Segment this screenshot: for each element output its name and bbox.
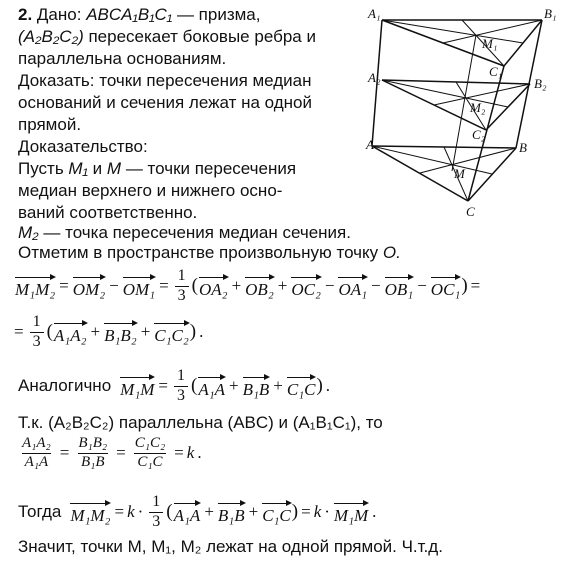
problem-line-5: оснований и сечения лежат на одной: [18, 93, 312, 112]
vector-M1M: M₁M: [333, 500, 369, 524]
ratio-k: k: [186, 443, 195, 463]
label-B1: B₁: [544, 6, 557, 21]
label-A2: A₂: [368, 70, 381, 85]
problem-line-8: [18, 160, 296, 177]
conclusion: Значит, точки M, M₁, M₂ лежат на одной прямой. Ч.т.д.: [18, 537, 443, 556]
vector-A1A2: A₁A₂: [53, 320, 88, 344]
vector-B1B2: B₁B₂: [103, 320, 138, 344]
section-name: (A₂B₂C₂): [18, 27, 84, 46]
vector-OB1: OB₁: [384, 274, 415, 298]
vector-A1A: A₁A: [173, 500, 202, 524]
problem-line-6: прямой.: [18, 115, 82, 134]
fraction-one-third: $\frac{1}{3}$: [149, 494, 163, 531]
ratio-b: $\frac{\text{B₁B₂}}{\text{B₁B}}$: [78, 435, 108, 470]
equation-3: Аналогично M₁M = $\frac{1}{3}$ ( A₁A + B₁B + C₁C ) .: [18, 367, 331, 404]
label-C: C: [466, 204, 475, 219]
label-C2: C₂: [472, 127, 486, 142]
ratio-a: $\frac{\text{A₁A₂}}{\text{A₁A}}$: [22, 435, 51, 470]
vector-C1C: C₁C: [261, 500, 292, 524]
vector-OC1: OC₁: [430, 274, 462, 298]
label-M: M: [454, 166, 465, 181]
ratio-c: $\frac{\text{C₁C₂}}{\text{C₁C}}$: [134, 435, 166, 470]
label-M2: M₂: [470, 100, 486, 115]
given-text: — призма,: [176, 5, 261, 24]
line2-rest: пересекает боковые ребра и: [88, 27, 316, 46]
vector-B1B: B₁B: [217, 500, 246, 524]
vector-OM1: OM₁: [122, 274, 156, 298]
vector-OA1: OA₁: [337, 274, 368, 298]
given-label: Дано:: [36, 5, 82, 24]
problem-number: 2.: [18, 5, 33, 24]
line11-m2: M₂: [18, 223, 39, 242]
equation-1: M₁M₂ = OM₂ − OM₁ = $\frac{1}{3}$ ( OA₂ + OB₂ + OC₂ − OA₁ − OB₁ − OC₁ ) =: [15, 267, 481, 304]
line8-a: Пусть: [18, 159, 64, 178]
problem-line-11: [18, 224, 351, 241]
vector-OM2: OM₂: [72, 274, 106, 298]
vector-C1C2: C₁C₂: [153, 320, 190, 344]
label-A1: A₁: [368, 6, 381, 21]
problem-line-12: [18, 244, 401, 261]
vector-OC2: OC₂: [290, 274, 322, 298]
label-C1: C₁: [489, 64, 503, 79]
label-B2: B₂: [534, 76, 547, 91]
label-M1: M₁: [482, 36, 498, 51]
line8-m1: M₁: [68, 159, 88, 178]
problem-line-9: медиан верхнего и нижнего осно-: [18, 181, 283, 200]
analog-label: Аналогично: [18, 376, 112, 396]
minus-sign: −: [109, 276, 119, 296]
prove-rest: точки пересечения медиан: [99, 71, 312, 90]
fraction-one-third: $\frac{1}{3}$: [174, 368, 188, 405]
then-label: Тогда: [18, 502, 62, 522]
label-B: B: [519, 140, 527, 155]
line11-rest: — точка пересечения медиан сечения.: [43, 223, 351, 242]
line8-m: M: [106, 159, 122, 178]
equation-2: = $\frac{1}{3}$ ( A₁A₂ + B₁B₂ + C₁C₂ ) .: [14, 313, 204, 350]
problem-line-2: [18, 28, 316, 45]
line8-b: и: [92, 159, 103, 178]
vector-OB2: OB₂: [244, 274, 275, 298]
vector-B1B: B₁B: [242, 374, 271, 398]
parallel-statement: Т.к. (A₂B₂C₂) параллельна (ABC) и (A₁B₁C₁), то: [18, 413, 383, 432]
eq-sign: =: [59, 276, 69, 296]
problem-line-3: параллельна основаниям.: [18, 49, 227, 68]
prism-name: ABCA₁B₁C₁: [86, 5, 173, 24]
fraction-one-third: $\frac{1}{3}$: [175, 268, 189, 305]
vector-M1M2: M₁M₂: [14, 274, 56, 298]
vector-C1C: C₁C: [286, 374, 317, 398]
eq-sign: =: [159, 276, 169, 296]
equation-then: Тогда M₁M₂ = k · $\frac{1}{3}$ ( A₁A + B₁B + C₁C ) = k · M₁M .: [18, 493, 377, 530]
label-A: A: [366, 137, 374, 152]
vector-OA2: OA₂: [198, 274, 229, 298]
line12-o: O.: [382, 243, 401, 262]
prove-label: Доказать:: [18, 71, 95, 90]
line12-a: Отметим в пространстве произвольную точку: [18, 243, 379, 262]
fraction-one-third: $\frac{1}{3}$: [30, 314, 44, 351]
vector-A1A: A₁A: [197, 374, 226, 398]
problem-line-1: [18, 6, 260, 23]
ratio-equation: $\frac{\text{A₁A₂}}{\text{A₁A}}$ = $\frac{\text{B₁B₂}}{\text{B₁B}}$ = $\frac{\text{C₁C₂}}{\text{C₁C}}$ = k .: [16, 436, 205, 471]
problem-line-4: [18, 72, 312, 89]
line8-c: — точки пересечения: [125, 159, 297, 178]
proof-label: Доказательство:: [18, 137, 148, 156]
problem-line-10: ваний соответственно.: [18, 203, 198, 222]
prism-figure: [368, 6, 568, 221]
vector-M1M2: M₁M₂: [69, 500, 111, 524]
vector-M1M: M₁M: [119, 374, 155, 398]
